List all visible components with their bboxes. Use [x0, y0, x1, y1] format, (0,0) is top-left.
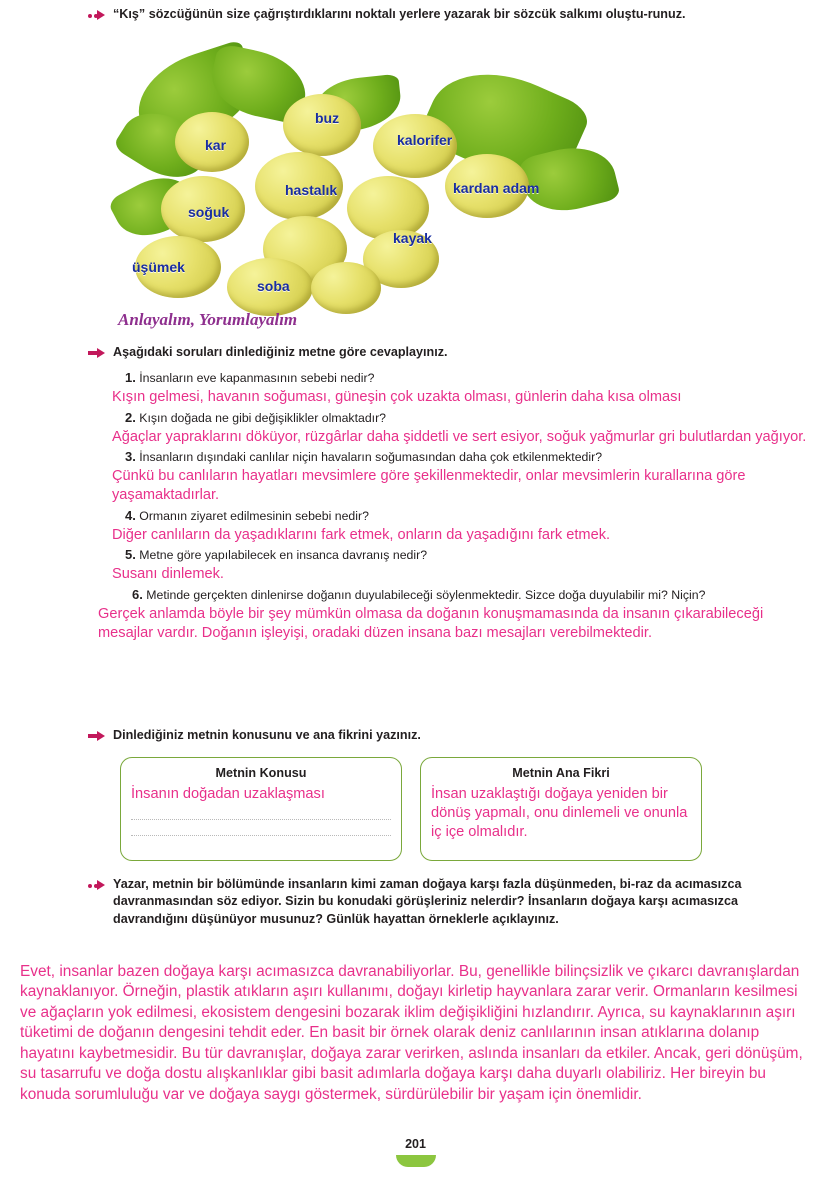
web-word-kalorifer: kalorifer	[397, 132, 453, 148]
question-text: İnsanların dışındaki canlılar niçin havaların soğumasından daha çok etkilenmektedir?	[139, 450, 603, 465]
box-title: Metnin Konusu	[215, 766, 307, 780]
writing-line	[131, 820, 391, 836]
leaf-shape	[396, 1155, 436, 1167]
answer-text: Ağaçlar yapraklarını döküyor, rüzgârlar daha şiddetli ve sert esiyor, soğuk yağmurlar gri bulutlardan yağıyor.	[112, 428, 807, 445]
question-number: 4.	[125, 507, 136, 523]
web-word-kar: kar	[205, 137, 227, 153]
question-number: 1.	[125, 370, 136, 385]
question-line	[112, 587, 792, 604]
answer-boxes	[120, 757, 702, 861]
question-item	[112, 410, 818, 447]
web-word-buz: buz	[315, 110, 340, 126]
dotted-arrow-icon	[88, 879, 106, 891]
web-word-kayak: kayak	[393, 230, 432, 246]
arrow-icon	[88, 347, 106, 359]
question-number: 2.	[125, 409, 136, 425]
web-word-hastalik: hastalık	[285, 182, 338, 198]
answer-text: Susanı dinlemek.	[112, 566, 224, 583]
footer-leaf-icon	[386, 1139, 446, 1169]
question-line	[112, 547, 818, 564]
question-item	[98, 586, 818, 642]
question-text: Ormanın ziyaret edilmesinin sebebi nedir?	[139, 508, 369, 523]
question-number: 3.	[125, 449, 136, 465]
answer-text: Kışın gelmesi, havanın soğuması, güneşin çok uzakta olması, günlerin daha kısa olması	[112, 388, 682, 405]
question-list	[98, 370, 818, 645]
box-title: Metnin Ana Fikri	[512, 766, 610, 780]
page-footer	[0, 1139, 831, 1174]
page-number: 201	[405, 1137, 426, 1151]
final-answer-text: Evet, insanlar bazen doğaya karşı acımasızca davranabiliyorlar. Bu, genellikle bilinçsizlik ve çıkarcı davranışlardan kaynaklanıyor. Örneğin, plastik atıkların aşırı kullanımı, doğayı kirletip hayvanlara zarar verir. Ormanların kesilmesi ve ağaçların yok edilmesi, ekosistem dengesini bozarak iklim değişikliğini hızlandırır. Ayrıca, su kaynaklarının aşırı tüketimi de doğanın dengesini tehdit eder. En basit bir örnek olarak deniz canlılarının insan atıklarına dolanıp hayatını kaybetmesidir. Bu tür davranışlar, doğaya zarar verirken, aslında insanları da etkiler. Ancak, geri dönüşüm, su tasarrufu ve doğa dostu alışkanlıklar gibi basit adımlarla doğaya karşı daha duyarlı olabiliriz. Her bireyin bu konuda sorumluluğu var ve doğaya saygı göstermek, sürdürülebilir bir yaşam için önemlidir.	[20, 963, 803, 1103]
instruction-3-text: Yazar, metnin bir bölümünde insanların kimi zaman doğaya karşı fazla düşünmeden, bi-raz da acımasızca davranmasından söz ediyor. Sizin bu konudaki görüşleriniz nelerdir? İnsanların doğaya karşı acımasızca davrandığını düşünüyor musunuz? Günlük hayattan örneklerle açıklayınız.	[113, 877, 742, 926]
web-word-soba: soba	[257, 278, 290, 294]
top-instruction-text: “Kış” sözcüğünün size çağrıştırdıklarını noktalı yerlere yazarak bir sözcük salkımı oluştu-runuz.	[113, 7, 686, 21]
instruction-topic-main-idea	[88, 727, 788, 744]
question-text: İnsanların eve kapanmasının sebebi nedir?	[139, 371, 375, 385]
instruction-2-text: Dinlediğiniz metnin konusunu ve ana fikrini yazınız.	[113, 728, 421, 742]
instruction-opinion-question	[88, 876, 798, 928]
box-answer: İnsanın doğadan uzaklaşması	[131, 786, 325, 802]
question-line	[112, 449, 818, 466]
question-number: 5.	[125, 547, 136, 563]
box-answer: İnsan uzaklaştığı doğaya yeniden bir dönüş yapmalı, onu dinlemeli ve onunla iç içe olmalıdır.	[431, 786, 688, 840]
web-word-kardan-adam: kardan adam	[453, 180, 540, 196]
question-line	[112, 508, 818, 525]
qa-instruction	[88, 344, 788, 361]
web-word-soguk: soğuk	[188, 204, 230, 220]
answer-text: Gerçek anlamda böyle bir şey mümkün olmasa da doğanın konuşmamasında da insanın çıkarabileceği mesajlar vardır. Doğanın işleyişi, oradaki düzen insana bazı mesajları verebilmektedir.	[98, 605, 764, 641]
box-metnin-ana-fikri[interactable]	[420, 757, 702, 861]
question-number: 6.	[132, 586, 143, 602]
box-metnin-konusu[interactable]	[120, 757, 402, 861]
writing-line	[131, 804, 391, 820]
top-instruction	[88, 6, 788, 23]
grape-icon	[311, 262, 381, 314]
dotted-arrow-icon	[88, 9, 106, 21]
question-line	[112, 410, 818, 427]
section-heading: Anlayalım, Yorumlayalım	[118, 310, 298, 329]
question-item	[112, 370, 818, 407]
question-item	[112, 547, 818, 584]
question-text: Metne göre yapılabilecek en insanca davranış nedir?	[139, 548, 428, 563]
answer-text: Diğer canlıların da yaşadıklarını fark etmek, onların da yaşadığını fark etmek.	[112, 526, 611, 543]
question-text: Metinde gerçekten dinlenirse doğanın duyulabileceği söylenmektedir. Sizce doğa duyulabilir mi? Niçin?	[146, 587, 706, 602]
arrow-icon	[88, 730, 106, 742]
question-item	[112, 508, 818, 545]
question-text: Kışın doğada ne gibi değişiklikler olmaktadır?	[139, 410, 387, 425]
web-word-usumek: üşümek	[132, 259, 185, 275]
question-line	[112, 370, 818, 387]
grape-cluster-word-web	[115, 52, 605, 302]
question-item	[112, 449, 818, 504]
answer-text: Çünkü bu canlıların hayatları mevsimlere göre şekillenmektedir, onlar mevsimlerin kurallarına göre yaşamaktadırlar.	[112, 468, 746, 503]
qa-instruction-text: Aşağıdaki soruları dinlediğiniz metne göre cevaplayınız.	[113, 345, 448, 359]
